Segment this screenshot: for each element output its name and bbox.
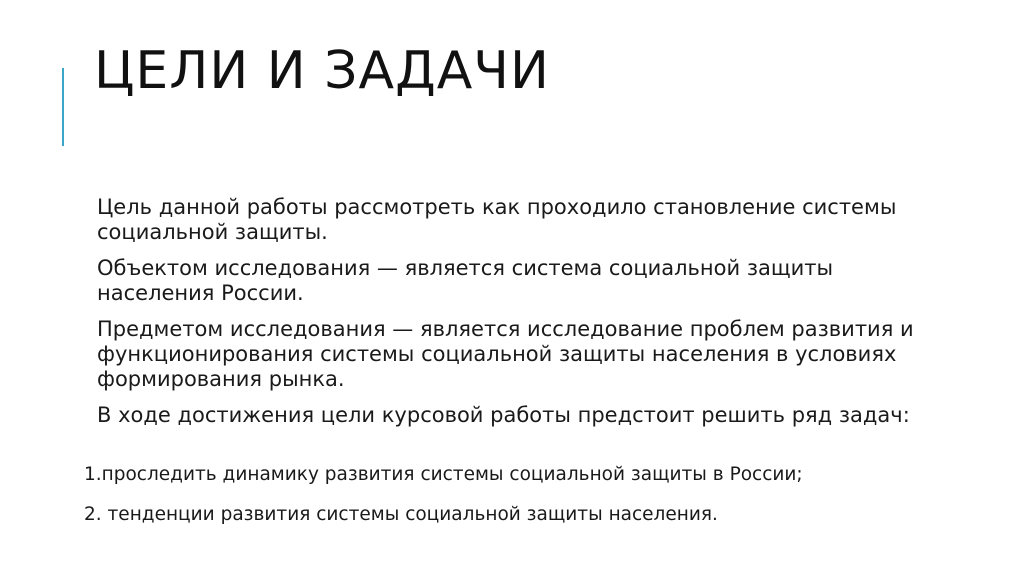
- object-paragraph: Объектом исследования — является система социальной защиты населения России.: [97, 256, 834, 305]
- slide-title: ЦЕЛИ И ЗАДАЧИ: [94, 41, 550, 101]
- task-item-1: 1.проследить динамику развития системы социальной защиты в России;: [84, 464, 803, 485]
- subject-paragraph: Предметом исследования — является исследование проблем развития и функционирования системы социальной защиты населения в условиях формирования рынка.: [97, 317, 914, 391]
- tasks-intro-paragraph: В ходе достижения цели курсовой работы предстоит решить ряд задач:: [97, 403, 910, 427]
- task-item-2: 2. тенденции развития системы социальной защиты населения.: [84, 504, 718, 525]
- goal-paragraph: Цель данной работы рассмотреть как проходило становление системы социальной защиты.: [97, 195, 897, 244]
- slide-body: [97, 195, 917, 439]
- title-accent-bar: [62, 68, 64, 146]
- tasks-list: [84, 464, 964, 544]
